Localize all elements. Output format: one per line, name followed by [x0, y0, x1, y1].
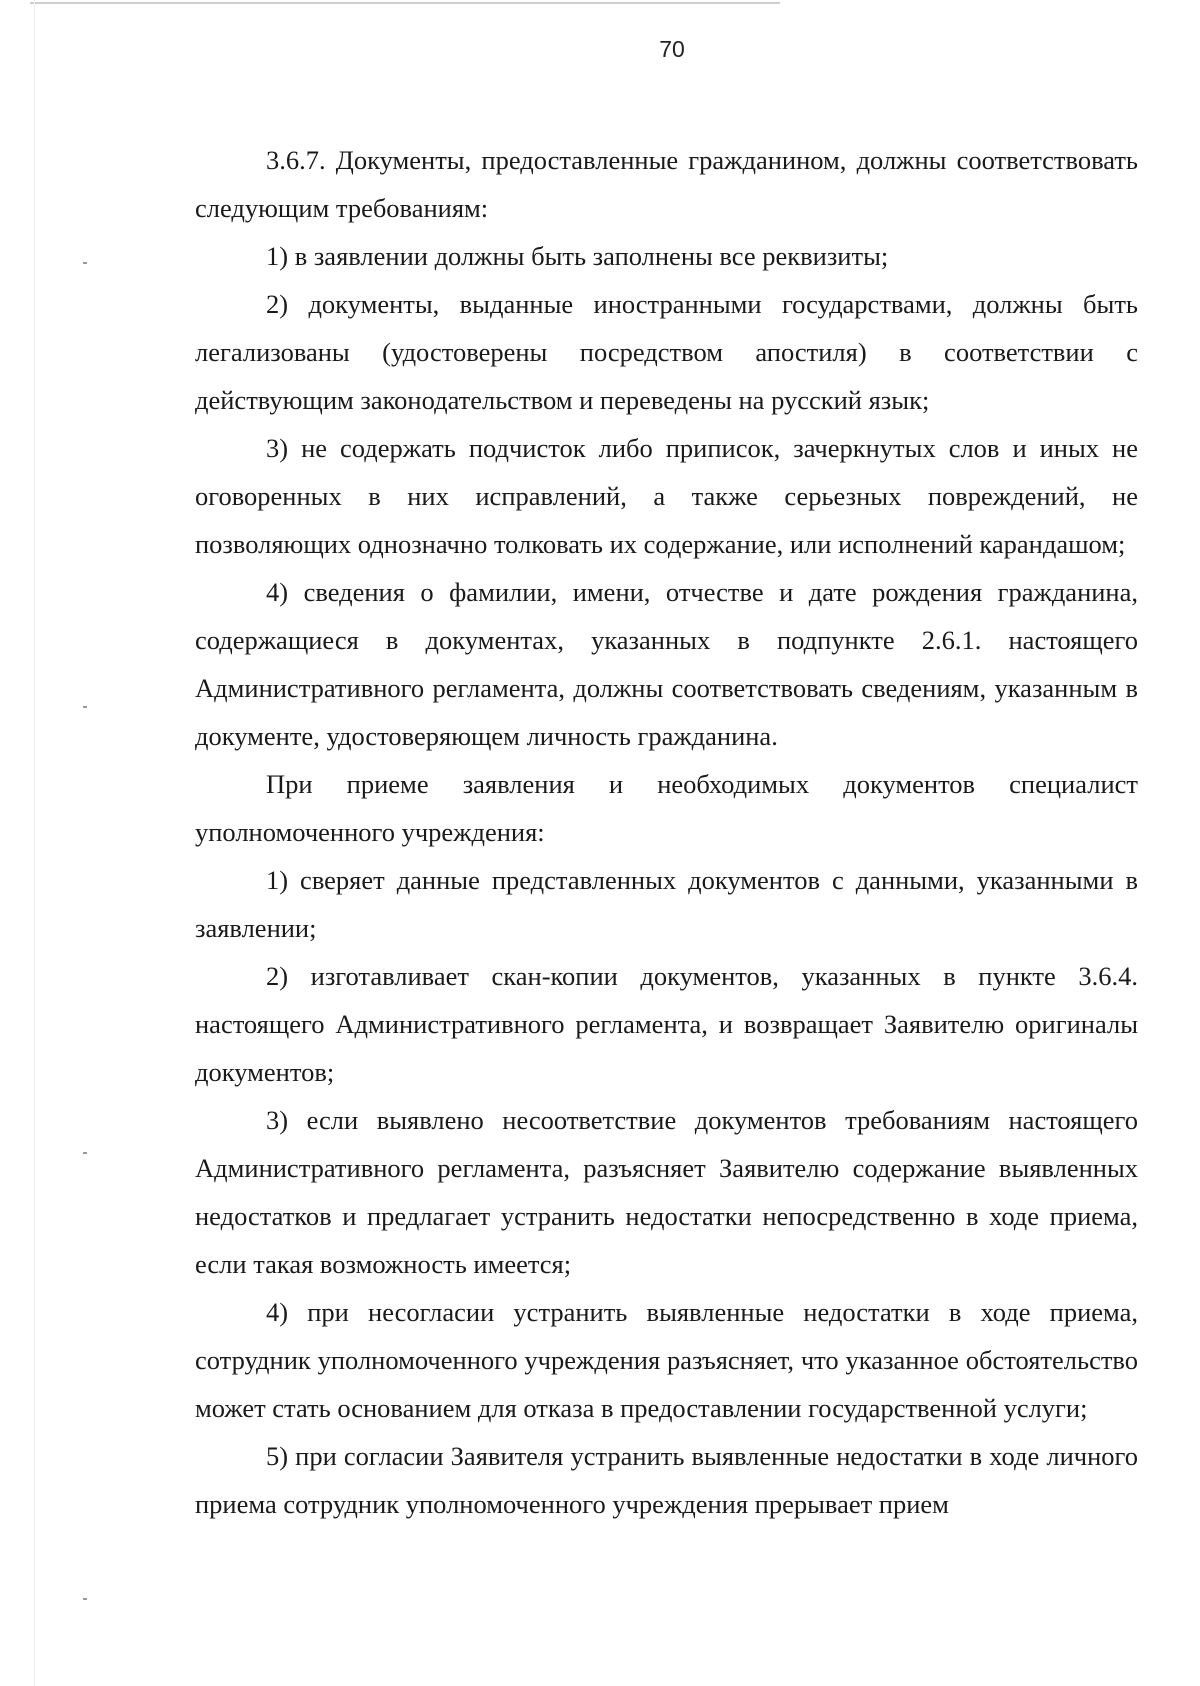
reception-intro: При приеме заявления и необходимых документов специалист уполномоченного учреждения:	[195, 769, 1138, 847]
reception-item-2: 2) изготавливает скан-копии документов, указанных в пункте 3.6.4. настоящего Административного регламента, и возвращает Заявителю оригиналы документов;	[195, 961, 1138, 1087]
scan-artifact	[83, 1598, 87, 1600]
paragraph-3-6-7: 3.6.7. Документы, предоставленные гражданином, должны соответствовать следующим требованиям:	[195, 145, 1138, 223]
requirement-item-4: 4) сведения о фамилии, имени, отчестве и дате рождения гражданина, содержащиеся в документах, указанных в подпункте 2.6.1. настоящего Административного регламента, должны соответствовать сведениям, указанным в документе, удостоверяющем личность гражданина.	[195, 577, 1138, 751]
scan-top-edge	[30, 2, 780, 4]
reception-item-4: 4) при несогласии устранить выявленные недостатки в ходе приема, сотрудник уполномоченного учреждения разъясняет, что указанное обстоятельство может стать основанием для отказа в предоставлении государственной услуги;	[195, 1297, 1138, 1423]
reception-item-1: 1) сверяет данные представленных документов с данными, указанными в заявлении;	[195, 865, 1138, 943]
requirement-item-1: 1) в заявлении должны быть заполнены все реквизиты;	[266, 241, 889, 271]
reception-item-3: 3) если выявлено несоответствие документов требованиям настоящего Административного регламента, разъясняет Заявителю содержание выявленных недостатков и предлагает устранить недостатки непосредственно в ходе приема, если такая возможность имеется;	[195, 1105, 1138, 1279]
scan-artifact	[83, 706, 87, 708]
body-text	[195, 136, 1138, 1528]
page-number: 70	[659, 36, 685, 62]
requirement-item-2: 2) документы, выданные иностранными государствами, должны быть легализованы (удостоверены посредством апостиля) в соответствии с действующим законодательством и переведены на русский язык;	[195, 289, 1138, 415]
scan-artifact	[83, 262, 87, 264]
scan-artifact	[83, 1152, 87, 1154]
scan-left-edge	[34, 0, 35, 1686]
reception-item-5: 5) при согласии Заявителя устранить выявленные недостатки в ходе личного приема сотрудник уполномоченного учреждения прерывает прием	[195, 1441, 1138, 1519]
requirement-item-3: 3) не содержать подчисток либо приписок, зачеркнутых слов и иных не оговоренных в них исправлений, а также серьезных повреждений, не позволяющих однозначно толковать их содержание, или исполнений карандашом;	[195, 433, 1138, 559]
